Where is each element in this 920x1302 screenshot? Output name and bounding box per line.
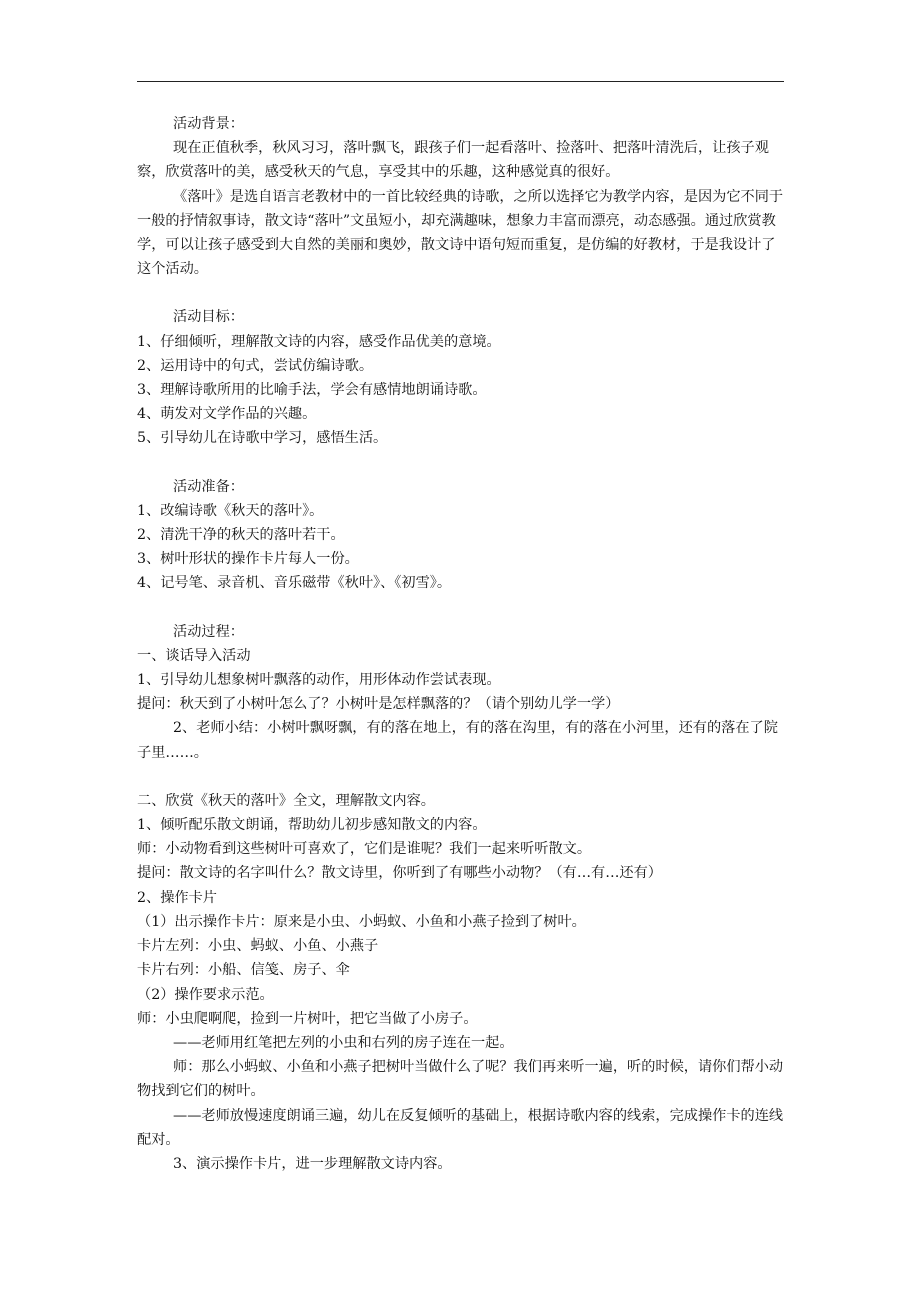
process-line: ——老师放慢速度朗诵三遍，幼儿在反复倾听的基础上，根据诗歌内容的线索，完成操作卡的连线配对。 (137, 1107, 784, 1148)
process-line: 卡片左列：小虫、蚂蚁、小鱼、小燕子 (137, 938, 379, 955)
header-rule (137, 81, 784, 82)
process-line: 师：小动物看到这些树叶可喜欢了，它们是谁呢？我们一起来听听散文。 (137, 841, 592, 858)
process-line: 师：那么小蚂蚁、小鱼和小燕子把树叶当做什么了呢？我们再来听一遍，听的时候，请你们帮小动物找到它们的树叶。 (137, 1059, 784, 1100)
process-line: 卡片右列：小船、信笺、房子、伞 (137, 962, 350, 979)
background-paragraph-1: 现在正值秋季，秋风习习，落叶飘飞，跟孩子们一起看落叶、捡落叶、把落叶清洗后，让孩子观察，欣赏落叶的美，感受秋天的气息，享受其中的乐趣，这种感觉真的很好。 (137, 140, 769, 181)
process-line: 2、操作卡片 (137, 889, 217, 906)
process-line: 1、引导幼儿想象树叶飘落的动作，用形体动作尝试表现。 (137, 672, 501, 689)
prep-item: 3、树叶形状的操作卡片每人一份。 (137, 551, 359, 568)
process-line: 提问：散文诗的名字叫什么？散文诗里，你听到了有哪些小动物？（有…有…还有） (137, 865, 662, 882)
section-title-goals: 活动目标： (173, 309, 244, 326)
process-line: 3、演示操作卡片，进一步理解散文诗内容。 (173, 1155, 452, 1172)
process-line: 提问：秋天到了小树叶怎么了？小树叶是怎样飘落的？（请个别幼儿学一学） (137, 696, 620, 713)
goal-item: 4、萌发对文学作品的兴趣。 (137, 406, 317, 423)
goal-item: 3、理解诗歌所用的比喻手法，学会有感情地朗诵诗歌。 (137, 382, 487, 399)
section-title-process: 活动过程： (173, 623, 244, 640)
goal-item: 1、仔细倾听，理解散文诗的内容，感受作品优美的意境。 (137, 333, 501, 350)
prep-item: 1、改编诗歌《秋天的落叶》。 (137, 502, 324, 519)
section-title-background: 活动背景： (173, 116, 244, 132)
goal-item: 5、引导幼儿在诗歌中学习，感悟生活。 (137, 430, 388, 447)
goal-item: 2、运用诗中的句式，尝试仿编诗歌。 (137, 357, 374, 374)
prep-item: 2、清洗干净的秋天的落叶若干。 (137, 527, 345, 544)
process-line: （2）操作要求示范。 (137, 986, 274, 1003)
process-part-heading: 二、欣赏《秋天的落叶》全文，理解散文内容。 (137, 792, 435, 809)
process-part-heading: 一、谈话导入活动 (137, 647, 251, 664)
section-title-prep: 活动准备： (173, 478, 244, 495)
document-body (137, 112, 787, 1176)
process-line: 1、倾听配乐散文朗诵，帮助幼儿初步感知散文的内容。 (137, 817, 487, 834)
process-line: 2、老师小结：小树叶飘呀飘，有的落在地上，有的落在沟里，有的落在小河里，还有的落在了院子里……。 (137, 720, 778, 761)
process-line: ——老师用红笔把左列的小虫和右列的房子连在一起。 (173, 1034, 514, 1051)
process-line: 师：小虫爬啊爬，捡到一片树叶，把它当做了小房子。 (137, 1010, 478, 1027)
prep-item: 4、记号笔、录音机、音乐磁带《秋叶》、《初雪》。 (137, 575, 452, 592)
process-line: （1）出示操作卡片：原来是小虫、小蚂蚁、小鱼和小燕子捡到了树叶。 (137, 913, 586, 930)
background-paragraph-2: 《落叶》是选自语言老教材中的一首比较经典的诗歌，之所以选择它为教学内容，是因为它不同于一般的抒情叙事诗，散文诗“落叶”文虽短小，却充满趣味，想象力丰富而漂亮，动态感强。通过欣赏教学，可以让孩子感受到大自然的美丽和奥妙，散文诗中语句短而重复，是仿编的好教材，于是我设计了这个活动。 (137, 188, 784, 278)
